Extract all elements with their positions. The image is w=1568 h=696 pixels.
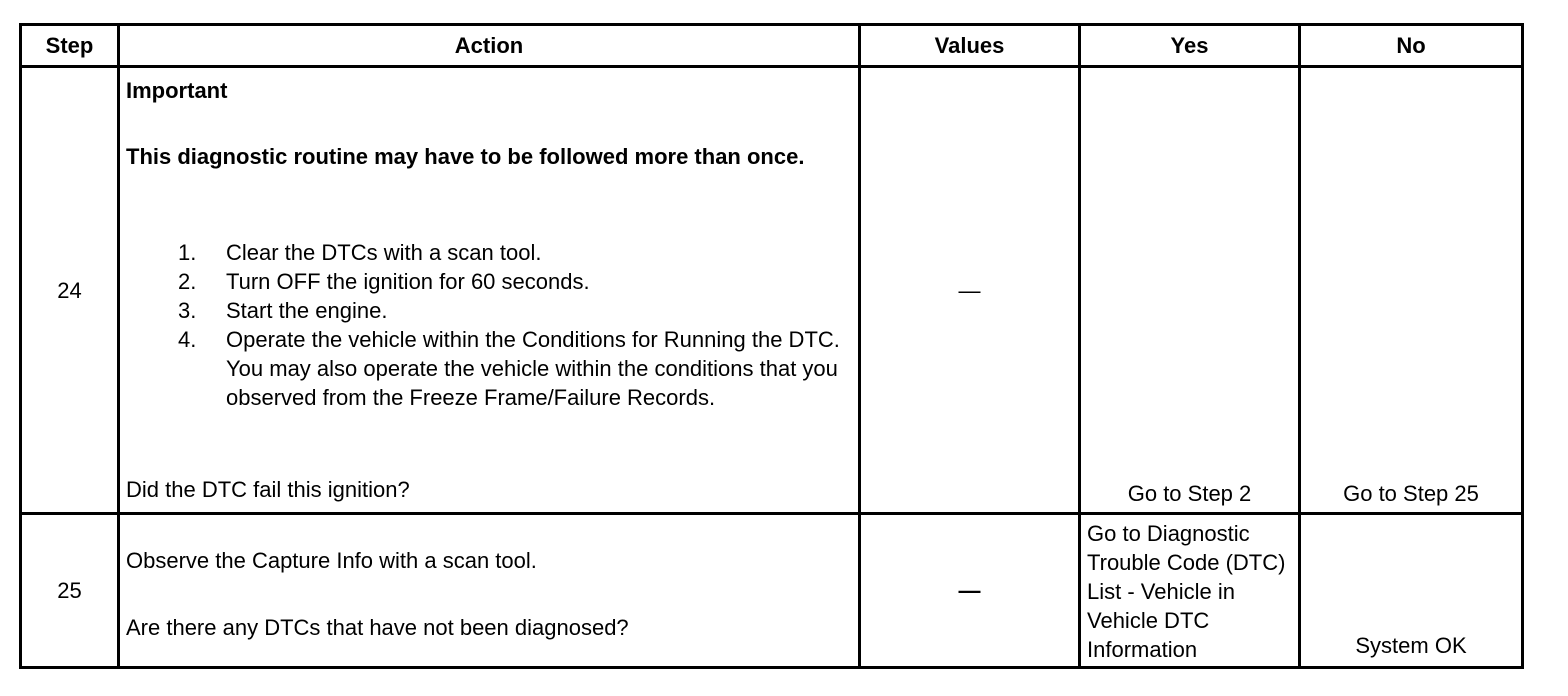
list-item [126,325,846,412]
list-item [126,267,846,296]
header-yes: Yes [1080,25,1300,67]
list-item [126,296,846,325]
step-number: 25 [21,513,119,667]
list-item-text: Clear the DTCs with a scan tool. [226,240,542,266]
action-cell [119,67,860,513]
header-values: Values [860,25,1080,67]
no-cell: System OK [1300,513,1523,667]
step-number: 24 [21,67,119,513]
values-cell: — [860,67,1080,513]
header-action: Action [119,25,860,67]
diagnostic-table [19,23,1524,669]
list-item-number: 3. [178,298,197,324]
header-step: Step [21,25,119,67]
table-row-step-25 [21,513,1523,667]
list-item-number: 2. [178,269,197,295]
action-cell [119,513,860,667]
step-question: Did the DTC fail this ignition? [126,477,410,503]
step-instruction: Observe the Capture Info with a scan tool. [126,547,537,573]
list-item-number: 1. [178,240,197,266]
list-item [126,238,846,267]
yes-cell: Go to Diagnostic Trouble Code (DTC) List - Vehicle in Vehicle DTC Information [1080,513,1300,667]
yes-cell: Go to Step 2 [1080,67,1300,513]
table-row-step-24 [21,67,1523,513]
important-body: This diagnostic routine may have to be followed more than once. [126,144,805,170]
important-title: Important [126,78,228,104]
step-question: Are there any DTCs that have not been diagnosed? [126,614,629,640]
values-cell: — [860,513,1080,667]
list-item-text: Operate the vehicle within the Conditions for Running the DTC. You may also operate the vehicle within the conditions that you observed from the Freeze Frame/Failure Records. [226,327,840,411]
no-cell: Go to Step 25 [1300,67,1523,513]
list-item-text: Start the engine. [226,298,388,324]
list-item-text: Turn OFF the ignition for 60 seconds. [226,269,590,295]
procedure-list [126,238,846,412]
header-no: No [1300,25,1523,67]
header-row [21,25,1523,67]
list-item-number: 4. [178,327,197,353]
